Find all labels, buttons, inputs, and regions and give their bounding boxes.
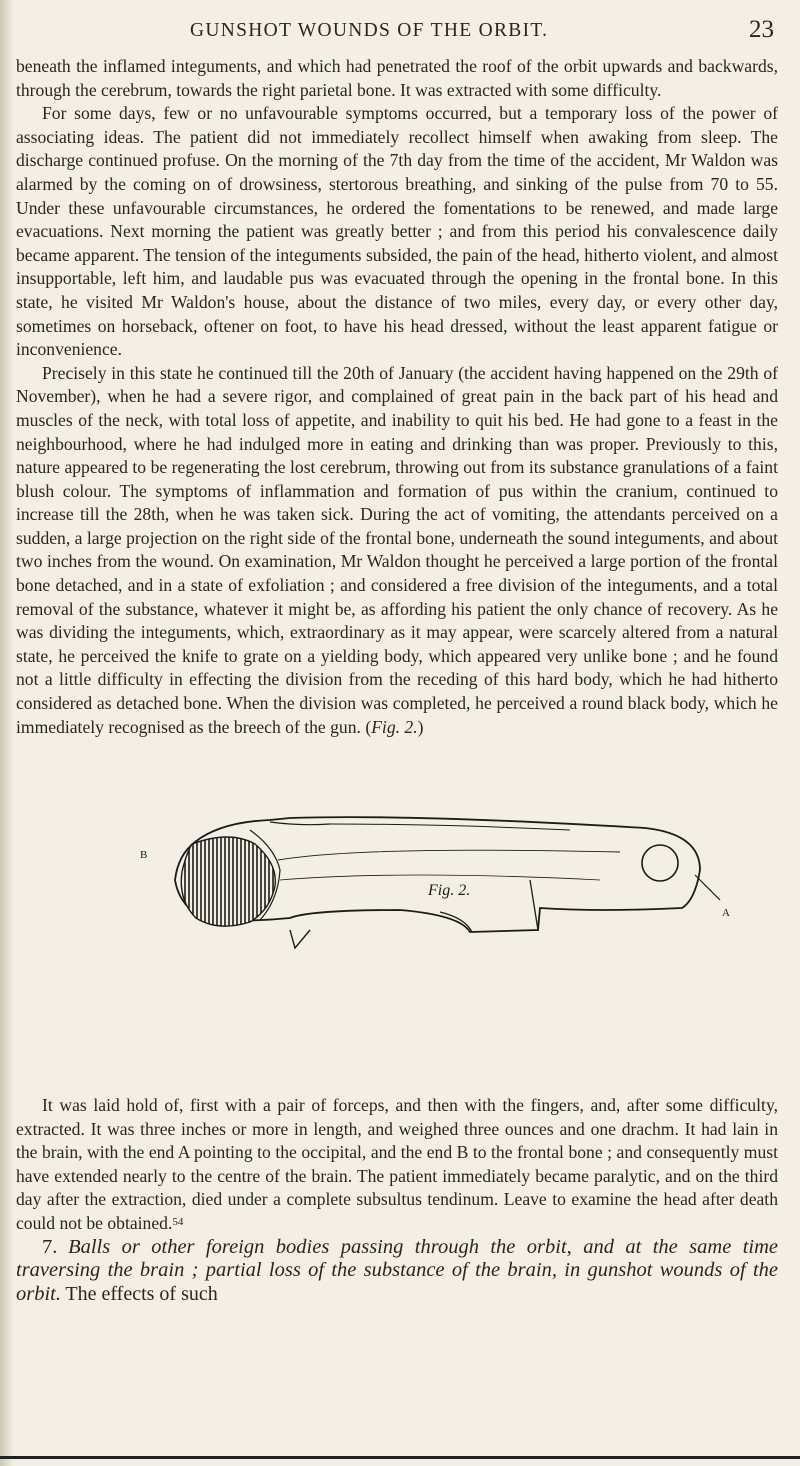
figure-label: Fig. 2. (428, 882, 471, 899)
text-block-lower (16, 1094, 778, 1306)
paragraph-continuation: beneath the inflamed integuments, and which had penetrated the roof of the orbit upwards and backwards, through the cerebrum, towards the right parietal bone. It was extracted with some difficulty. (16, 56, 778, 100)
end-b-label: B (140, 849, 148, 861)
paragraph-symptoms: For some days, few or no unfavourable symptoms occurred, but a temporary loss of the power of associating ideas. The patient did not immediately recollect himself when awaking from sleep. The discharge continued profuse. On the morning of the 7th day from the time of the accident, Mr Waldon was alarmed by the coming on of drowsiness, stertorous breathing, and sinking of the pulse from 70 to 55. Under these unfavourable circumstances, he ordered the fomentations to be renewed, and made large evacuations. Next morning the patient was greatly better ; and from this period his convalescence daily became apparent. The tension of the integuments subsided, the pain of the head, hitherto violent, and almost insupportable, left him, and laudable pus was evacuated through the opening in the frontal bone. In this state, he visited Mr Waldon's house, about the distance of two miles, every day, or every other day, sometimes on horseback, oftener on foot, to have his head dressed, without the least apparent fatigue or inconvenience. (16, 103, 778, 360)
section-number: 7. (42, 1235, 58, 1258)
paragraph-rigor-text: Precisely in this state he continued till the 20th of January (the accident having happened on the 29th of November), when he had a severe rigor, and complained of great pain in the back part of his head and muscles of the neck, with total loss of appetite, and inability to quit his bed. He had gone to a feast in the neighbourhood, where he had indulged more in eating and drinking than was proper. Previously to this, nature appeared to be regenerating the lost cerebrum, throwing out from its substance granulations of a faint blush colour. The symptoms of inflammation and formation of pus within the cranium, continued to increase till the 28th, when he was taken sick. During the act of vomiting, the attendants perceived on a sudden, a large projection on the right side of the frontal bone, underneath the sound integuments, and about two inches from the wound. On examination, Mr Waldon thought he perceived a large portion of the frontal bone detached, and in a state of exfoliation ; and considered a free division of the integuments, and a total removal of the substance, whatever it might be, as affording his patient the only chance of recovery. As he was dividing the integuments, which, extraordinary as it may appear, were scarcely altered from a natural state, he perceived the knife to grate on a yielding body, which appeared very unlike bone ; and he found not a little difficulty in effecting the division from the receding of this hard body, which he had hitherto considered as detached bone. When the division was completed, he perceived a round black body, which he immediately recognised as the breech of the gun. (16, 362, 778, 737)
text-block-upper (16, 55, 778, 739)
paragraph-rigor: Precisely in this state he continued till the 20th of January (the accident having happened on the 29th of November), when he had a severe rigor, and complained of great pain in the back part of his head and muscles of the neck, with total loss of appetite, and inability to quit his bed. He had gone to a feast in the neighbourhood, where he had indulged more in eating and drinking than was proper. Previously to this, nature appeared to be regenerating the lost cerebrum, throwing out from its substance granulations of a faint blush colour. The symptoms of inflammation and formation of pus within the cranium, continued to increase till the 28th, when he was taken sick. During the act of vomiting, the attendants perceived on a sudden, a large projection on the right side of the frontal bone, underneath the sound integuments, and about two inches from the wound. On examination, Mr Waldon thought he perceived a large portion of the frontal bone detached, and in a state of exfoliation ; and considered a free division of the integuments, and a total removal of the substance, whatever it might be, as affording his patient the only chance of recovery. As he was dividing the integuments, which, extraordinary as it may appear, were scarcely altered from a natural state, he perceived the knife to grate on a yielding body, which appeared very unlike bone ; and he found not a little difficulty in effecting the division from the receding of this hard body, which he had hitherto considered as detached bone. When the division was completed, he perceived a round black body, which he immediately recognised as the breech of the gun. (Fig. 2.) (16, 362, 778, 737)
breech-tang (290, 930, 310, 948)
paragraph-extraction (16, 1094, 778, 1236)
gun-breech-illustration (100, 760, 740, 1090)
figure-gun-breech (100, 760, 740, 1090)
page-gutter-shadow (0, 0, 12, 1466)
footnote-marker: 54 (172, 1215, 184, 1228)
running-head (0, 12, 800, 52)
section-title: Balls or other foreign bodies passing through the orbit, and at the same time traversing the brain ; partial loss of the substance of the brain, in gunshot wounds of the orbit. (16, 1235, 778, 1305)
section-tail-text: The effects of such (65, 1282, 218, 1305)
running-title: GUNSHOT WOUNDS OF THE ORBIT. (190, 20, 549, 41)
figure-reference: Fig. 2. (371, 716, 418, 737)
section-heading (16, 1236, 778, 1307)
page-number: 23 (749, 16, 774, 43)
end-a-label: A (722, 907, 730, 919)
bottom-rule (0, 1456, 800, 1459)
paragraph-extraction-text: It was laid hold of, first with a pair of forceps, and then with the fingers, and, after some difficulty, extracted. It was three inches or more in length, and weighed three ounces and one drachm. It had lain in the brain, with the end A pointing to the occipital, and the end B to the frontal bone ; and consequently must have extended nearly to the centre of the brain. The patient immediately became paralytic, and on the third day after the extraction, died under a complete subsultus tendinum. Leave to examine the head after death could not be obtained. (16, 1095, 778, 1233)
breech-thread-ridges (181, 837, 275, 926)
